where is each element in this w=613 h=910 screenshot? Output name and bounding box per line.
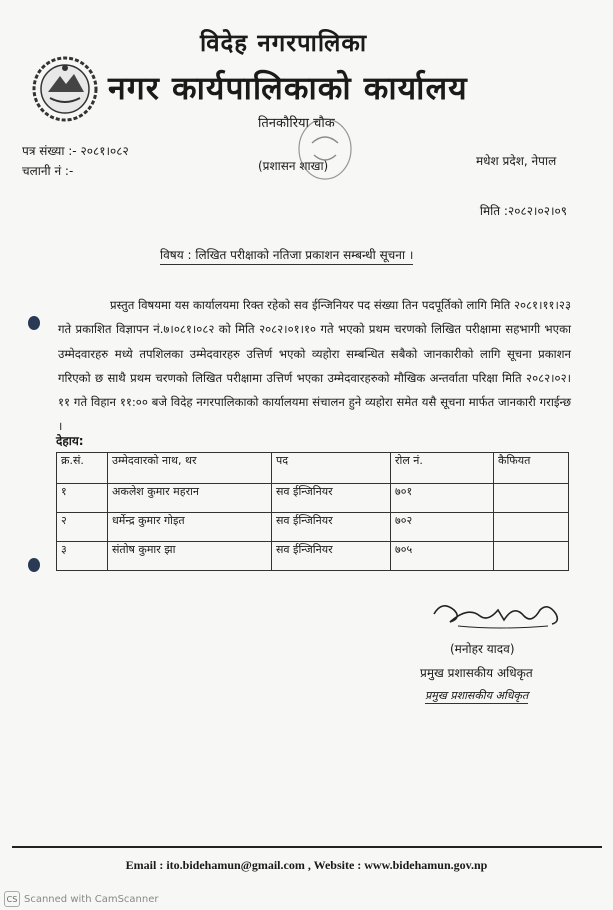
signatory-title: प्रमुख प्रशासकीय अधिकृत <box>420 666 533 680</box>
office-address: तिनकौरिया चौक <box>258 116 335 131</box>
table-cell: सव ईन्जिनियर <box>272 484 391 513</box>
nepal-emblem-icon <box>30 54 100 124</box>
footer-contact: Email : ito.bidehamun@gmail.com , Website : www.bidehamun.gov.np <box>125 858 488 872</box>
footer-divider <box>12 846 602 848</box>
issue-date <box>480 202 567 219</box>
letter-number-value: २०८१।०८२ <box>80 144 129 158</box>
column-header: रोल नं. <box>391 453 494 484</box>
table-cell: २ <box>57 513 108 542</box>
notice-body: प्रस्तुत विषयमा यस कार्यालयमा रिक्त रहेको सव ईन्जिनियर पद संख्या तिन पदपूर्तिको लागि मिति २०८१।११।२३ गते प्रकाशित विज्ञापन नं.७।०८१।०८२ को मिति २०८२।०१।१० गते भएको प्रथम चरणको लिखित परीक्षामा सहभागी भएका उम्मेदवारहरु मध्ये तपशिलका उम्मेदवारहरु उत्तिर्ण भएको व्यहोरा सम्बन्धित सबैको जानकारीको लागि सूचना प्रकाशन गरिएको छ साथै प्रथम चरणको लिखित परीक्षामा उत्तिर्ण भएका उम्मेदवारहरुको मौखिक अन्तर्वाता परिक्षा मिति २०८२।०२।११ गते विहान ११:०० बजे विदेह नगरपालिकाको कार्यालयमा संचालन हुने व्यहोरा समेत यसै सूचना मार्फत जानकारी गराईन्छ । <box>58 298 571 434</box>
scanner-watermark <box>4 891 159 907</box>
date-label: मिति : <box>479 204 508 218</box>
table-cell: ७०५ <box>391 542 494 571</box>
punch-hole-mark <box>28 316 40 330</box>
table-cell: अकलेश कुमार महरान <box>108 484 272 513</box>
column-header: पद <box>272 453 391 484</box>
scanner-watermark-text: Scanned with CamScanner <box>24 893 159 905</box>
table-cell: धर्मेन्द्र कुमार गोइत <box>108 513 272 542</box>
camscanner-logo-icon: CS <box>4 891 20 907</box>
table-cell: संतोष कुमार झा <box>108 542 272 571</box>
table-cell: ३ <box>57 542 108 571</box>
column-header: उम्मेदवारको नाथ, थर <box>108 453 272 484</box>
branch-name: (प्रशासन शाखा) <box>258 159 329 173</box>
table-cell: १ <box>57 484 108 513</box>
date-value: २०८२।०२।०९ <box>507 204 567 218</box>
office-seal-stamp <box>292 113 358 183</box>
table-cell: सव ईन्जिनियर <box>272 542 391 571</box>
signatory-name: (मनोहर यादव) <box>450 642 515 656</box>
letter-number-label: पत्र संख्या :- <box>22 144 77 158</box>
office-title: नगर कार्यपालिकाको कार्यालय <box>108 69 468 107</box>
table-cell: ७०२ <box>391 513 494 542</box>
table-row <box>57 542 569 571</box>
table-cell <box>494 513 569 542</box>
letter-number <box>22 142 129 159</box>
column-header: क्र.सं. <box>57 453 108 484</box>
province-name: मधेश प्रदेश, नेपाल <box>476 154 557 168</box>
table-header-row <box>57 453 569 484</box>
table-cell <box>494 484 569 513</box>
municipality-name: विदेह नगरपालिका <box>200 29 368 57</box>
table-cell: ७०१ <box>391 484 494 513</box>
annex-label: देहाय: <box>56 434 84 448</box>
table-cell <box>494 542 569 571</box>
table-row <box>57 513 569 542</box>
punch-hole-mark <box>28 558 40 572</box>
handwritten-signature <box>428 596 568 636</box>
results-table <box>56 452 569 571</box>
table-cell: सव ईन्जिनियर <box>272 513 391 542</box>
notice-subject: विषय : लिखित परीक्षाको नतिजा प्रकाशन सम्बन्धी सूचना । <box>160 246 413 265</box>
designation-stamp: प्रमुख प्रशासकीय अधिकृत <box>425 689 529 702</box>
dispatch-number <box>22 162 73 179</box>
column-header: कैफियत <box>494 453 569 484</box>
table-row <box>57 484 569 513</box>
dispatch-number-label: चलानी नं :- <box>22 164 74 178</box>
